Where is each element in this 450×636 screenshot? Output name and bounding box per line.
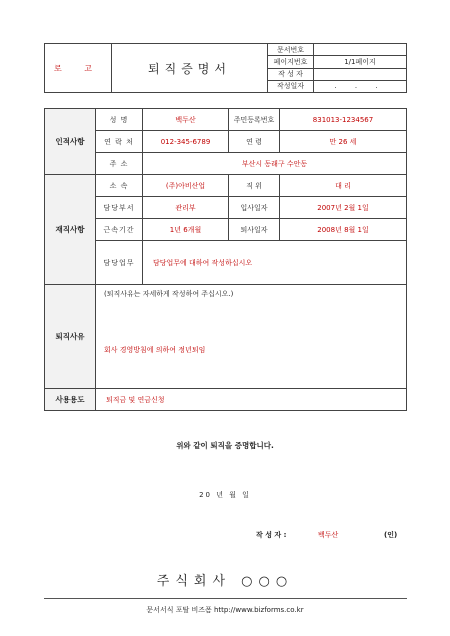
name-value[interactable]: 백두산 [143, 109, 229, 131]
logo: 로 고 [45, 44, 112, 93]
name-label: 성 명 [96, 109, 143, 131]
signer-name[interactable]: 백두산 [318, 531, 339, 539]
join-date-label: 입사일자 [229, 197, 280, 219]
tenure-label: 근속기간 [96, 219, 143, 241]
header-table [44, 43, 407, 93]
employment-section-label: 재직사항 [45, 175, 96, 285]
contact-value[interactable]: 012-345-6789 [143, 131, 229, 153]
rrn-label: 주민등록번호 [229, 109, 280, 131]
address-label: 주 소 [96, 153, 143, 175]
company-name: 주식회사 ○○○ [156, 574, 294, 589]
retirement-note: (퇴직사유는 자세하게 작성하여 주십시오.) [104, 290, 234, 298]
retirement-reason[interactable]: 회사 경영방침에 의하여 정년퇴임 [104, 346, 206, 354]
personal-section-label: 인적사항 [45, 109, 96, 175]
issue-date-line: 20 년 월 일 [199, 491, 251, 499]
footer-text[interactable]: 문서서식 포탈 비즈폼 http://www.bizforms.co.kr [146, 606, 304, 614]
duty-value[interactable]: 담당업무에 대하여 작성하십시오 [143, 241, 407, 285]
dept-value[interactable]: (주)아비산업 [143, 175, 229, 197]
certification-statement: 위와 같이 퇴직을 증명합니다. [176, 441, 274, 450]
page-no-label: 페이지번호 [268, 56, 314, 68]
date-label: 작성일자 [268, 80, 314, 92]
author-value[interactable] [314, 68, 407, 80]
duty-label: 담당업무 [96, 241, 143, 285]
contact-label: 연 락 처 [96, 131, 143, 153]
seal-mark: (인) [384, 531, 398, 539]
age-value[interactable]: 만 26 세 [280, 131, 407, 153]
document-title: 퇴직증명서 [112, 44, 268, 93]
retirement-reason-cell[interactable] [96, 285, 407, 389]
leave-date-value[interactable]: 2008년 8월 1일 [280, 219, 407, 241]
team-label: 담당부서 [96, 197, 143, 219]
usage-value[interactable]: 퇴직금 및 연금신청 [96, 389, 407, 411]
dept-label: 소 속 [96, 175, 143, 197]
doc-no-value[interactable] [314, 44, 407, 56]
retirement-section-label: 퇴직사유 [45, 285, 96, 389]
date-value[interactable]: . . . [314, 80, 407, 92]
doc-no-label: 문서번호 [268, 44, 314, 56]
certificate-form [44, 108, 407, 411]
join-date-value[interactable]: 2007년 2월 1일 [280, 197, 407, 219]
signer-label: 작 성 자 : [256, 531, 287, 539]
position-value[interactable]: 대 리 [280, 175, 407, 197]
footer-divider [44, 598, 407, 599]
author-label: 작 성 자 [268, 68, 314, 80]
rrn-value[interactable]: 831013-1234567 [280, 109, 407, 131]
leave-date-label: 퇴사일자 [229, 219, 280, 241]
age-label: 연 령 [229, 131, 280, 153]
address-value[interactable]: 부산시 동래구 수안동 [143, 153, 407, 175]
page-no-value: 1/1페이지 [314, 56, 407, 68]
usage-section-label: 사용용도 [45, 389, 96, 411]
team-value[interactable]: 관리부 [143, 197, 229, 219]
position-label: 직 위 [229, 175, 280, 197]
tenure-value[interactable]: 1년 6개월 [143, 219, 229, 241]
